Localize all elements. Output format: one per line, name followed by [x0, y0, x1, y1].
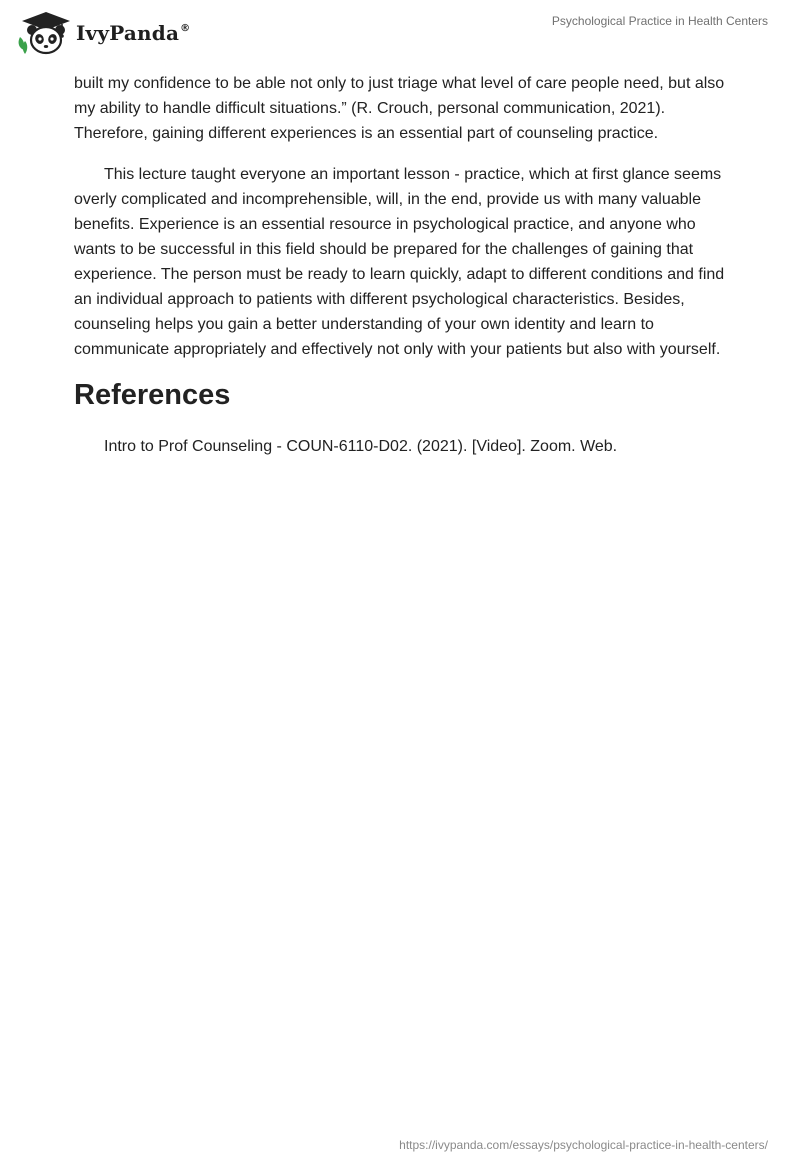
body-paragraph-1: built my confidence to be able not only to just triage what level of care people need, but also my ability to handle difficult situations.” (R. Crouch, personal communication, 2021). Therefore, gaining different experiences is an essential part of counseling practice. — [74, 75, 725, 142]
ivypanda-logo[interactable] — [16, 8, 190, 56]
reference-item: Intro to Prof Counseling - COUN-6110-D02. (2021). [Video]. Zoom. Web. — [104, 438, 618, 455]
source-url[interactable]: https://ivypanda.com/essays/psychological-practice-in-health-centers/ — [399, 1138, 768, 1152]
body-paragraph-2: This lecture taught everyone an important lesson - practice, which at first glance seems overly complicated and incomprehensible, will, in the end, provide us with many valuable benefits. Experience is an essential resource in psychological practice, and anyone who wants to be successful in this field should be prepared for the challenges of gaining that experience. The person must be ready to learn quickly, adapt to different conditions and find an individual approach to patients with different psychological characteristics. Besides, counseling helps you gain a better understanding of your own identity and learn to communicate appropriately and effectively not only with your patients but also with yourself. — [74, 166, 725, 358]
document-body — [74, 71, 734, 459]
references-heading: References — [74, 379, 231, 411]
brand-name-text: IvyPanda — [76, 21, 180, 45]
registered-mark: ® — [180, 23, 191, 34]
page-header — [0, 0, 800, 66]
brand-name — [76, 21, 190, 45]
panda-graduation-cap-icon — [16, 8, 72, 56]
running-title: Psychological Practice in Health Centers — [551, 14, 768, 28]
